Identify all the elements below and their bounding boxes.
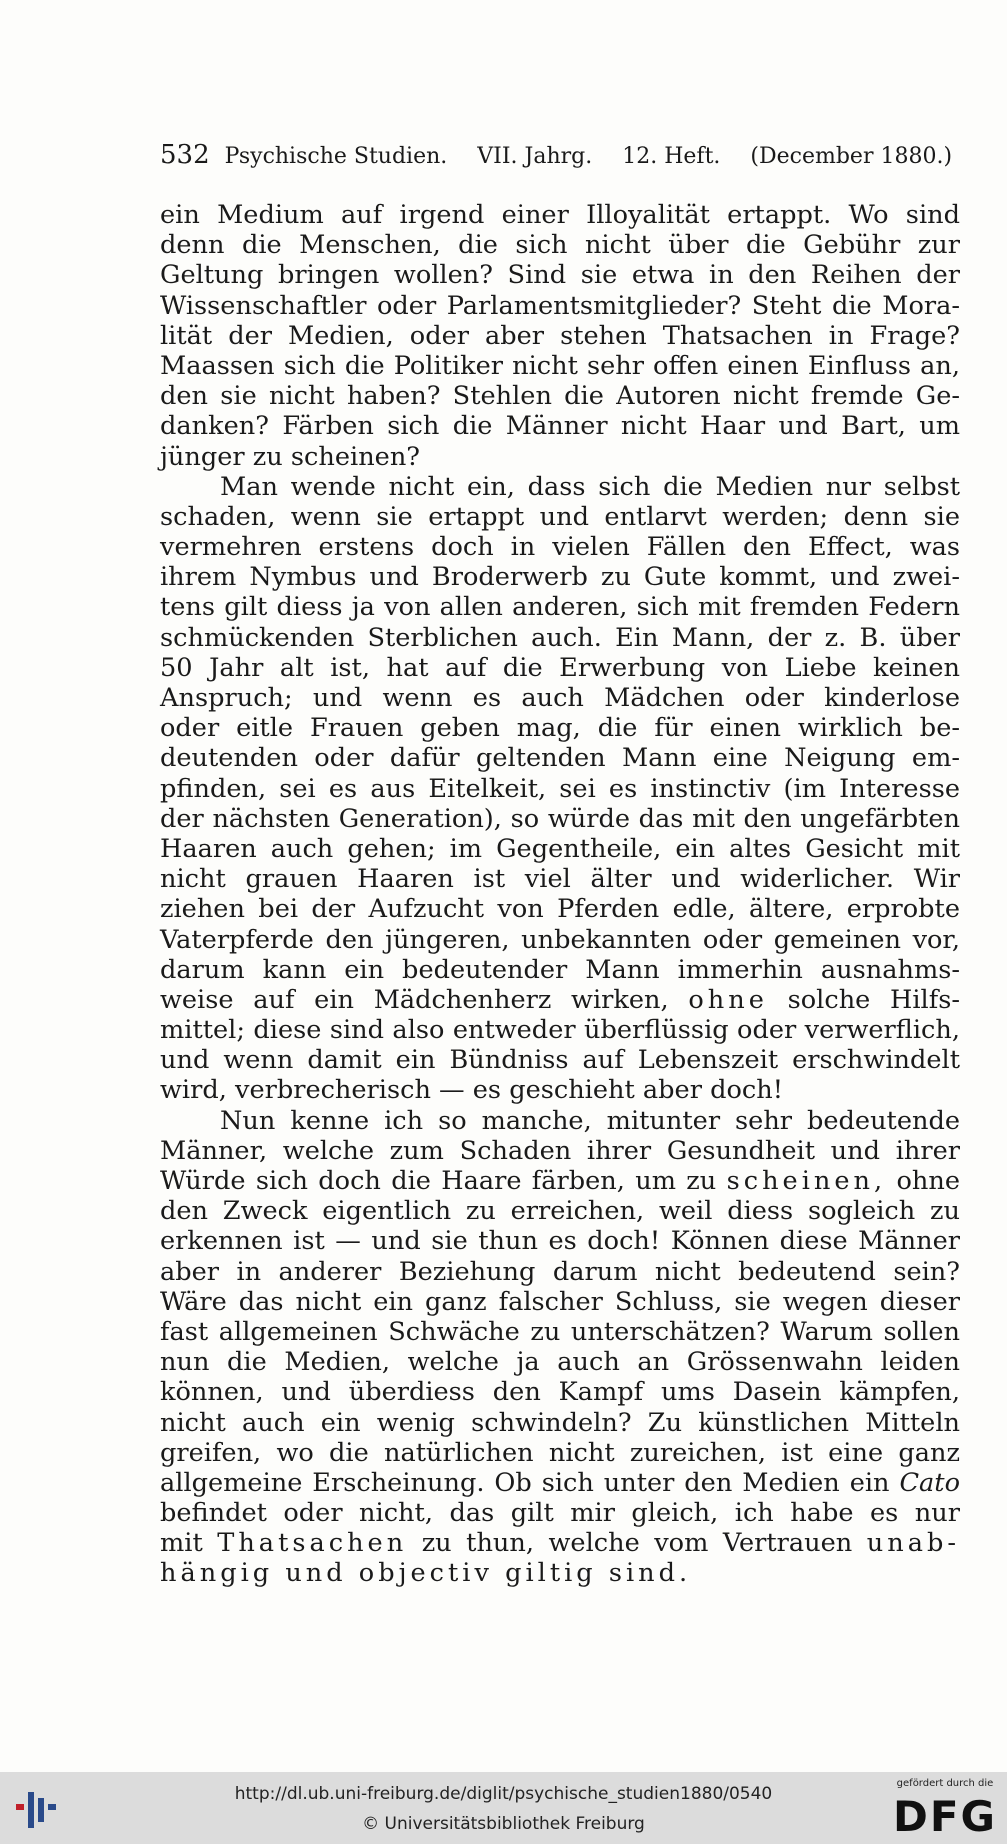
text-segment: ohne bbox=[896, 1166, 961, 1196]
text-line: lität der Medien, oder aber stehen Thatsachen in Frage? bbox=[160, 320, 960, 351]
text-segment: Würde sich doch die Haare färben, um zu bbox=[160, 1166, 717, 1196]
text-line: Wissenschaftler oder Parlamentsmitglieder? Steht die Mora- bbox=[160, 290, 960, 321]
volume: VII. Jahrg. bbox=[477, 144, 593, 169]
emphasized-word: unab- bbox=[866, 1528, 961, 1559]
dfg-tagline: gefördert durch die bbox=[896, 1778, 994, 1789]
text-line: tens gilt diess ja von allen anderen, sich mit fremden Federn bbox=[160, 592, 960, 623]
document-url[interactable]: http://dl.ub.uni-freiburg.de/diglit/psychische_studien1880/0540 bbox=[234, 1784, 773, 1804]
text-line: der nächsten Generation), so würde das mit den ungefärbten bbox=[160, 803, 960, 834]
text-line: schmückenden Sterblichen auch. Ein Mann, der z. B. über bbox=[160, 622, 960, 653]
text-line: darum kann ein bedeutender Mann immerhin ausnahms- bbox=[160, 954, 960, 985]
viewer-footer bbox=[0, 1772, 1007, 1844]
running-header bbox=[160, 140, 953, 170]
text-line bbox=[160, 1468, 960, 1498]
text-line: ziehen bei der Aufzucht von Pferden edle, ältere, erprobte bbox=[160, 894, 960, 925]
text-line bbox=[160, 1528, 960, 1558]
journal-title: Psychische Studien. bbox=[224, 144, 448, 169]
text-line: oder eitle Frauen geben mag, die für einen wirklich be- bbox=[160, 713, 960, 744]
text-line: greifen, wo die natürlichen nicht zureichen, ist eine ganz bbox=[160, 1437, 960, 1468]
text-line: schaden, wenn sie ertappt und entlarvt werden; denn sie bbox=[160, 501, 960, 532]
italic-word: Cato bbox=[899, 1467, 960, 1498]
text-line: pfinden, sei es aus Eitelkeit, sei es instinctiv (im Interesse bbox=[160, 773, 960, 804]
text-line: Vaterpferde den jüngeren, unbekannten oder gemeinen vor, bbox=[160, 924, 960, 955]
text-segment: zu thun, welche vom Vertrauen bbox=[421, 1528, 853, 1559]
issue: 12. Heft. bbox=[622, 144, 721, 169]
copyright-notice: © Universitätsbibliothek Freiburg bbox=[362, 1814, 645, 1834]
text-line: jünger zu scheinen? bbox=[160, 441, 421, 472]
text-line: den sie nicht haben? Stehlen die Autoren nicht fremde Ge- bbox=[160, 381, 960, 412]
text-line: denn die Menschen, die sich nicht über die Gebühr zur bbox=[160, 230, 960, 261]
dfg-logo bbox=[890, 1778, 1000, 1842]
text-line: Anspruch; und wenn es auch Mädchen oder kinderlose bbox=[160, 683, 960, 713]
text-segment: allgemeine Erscheinung. Ob sich unter den Medien ein bbox=[160, 1467, 890, 1498]
text-line: fast allgemeinen Schwäche zu unterschätzen? Warum sollen bbox=[160, 1316, 960, 1347]
text-line: aber in anderer Beziehung darum nicht bedeutend sein? bbox=[160, 1256, 960, 1287]
text-line: 50 Jahr alt ist, hat auf die Erwerbung von Liebe keinen bbox=[160, 652, 960, 683]
text-line: können, und überdiess den Kampf ums Dasein kämpfen, bbox=[160, 1377, 960, 1408]
text-line: Männer, welche zum Schaden ihrer Gesundheit und ihrer bbox=[160, 1135, 960, 1166]
text-line: nicht auch ein wenig schwindeln? Zu künstlichen Mitteln bbox=[160, 1407, 960, 1438]
text-line bbox=[160, 985, 960, 1015]
text-line: Haaren auch gehen; im Gegentheile, ein altes Gesicht mit bbox=[160, 833, 960, 864]
page-number: 532 bbox=[160, 140, 210, 170]
text-line: Man wende nicht ein, dass sich die Medien nur selbst bbox=[220, 471, 960, 502]
text-line: befindet oder nicht, das gilt mir gleich, ich habe es nur bbox=[160, 1498, 960, 1529]
text-line: Maassen sich die Politiker nicht sehr offen einen Einfluss an, bbox=[160, 350, 960, 381]
text-line: danken? Färben sich die Männer nicht Haar und Bart, um bbox=[160, 411, 960, 442]
text-segment: solche Hilfs- bbox=[787, 984, 960, 1015]
text-line: ihrem Nymbus und Broderwerb zu Gute kommt, und zwei- bbox=[160, 562, 960, 593]
text-segment: mit bbox=[160, 1528, 203, 1559]
text-line: mittel; diese sind also entweder überflüssig oder verwerflich, bbox=[160, 1015, 960, 1046]
issue-date: (December 1880.) bbox=[750, 144, 953, 169]
dfg-mark: DFG bbox=[892, 1792, 998, 1841]
emphasized-word: ohne bbox=[688, 984, 768, 1015]
text-line: und wenn damit ein Bündniss auf Lebenszeit erschwindelt bbox=[160, 1045, 960, 1076]
text-line: deutenden oder dafür geltenden Mann eine Neigung em- bbox=[160, 743, 960, 774]
text-line: vermehren erstens doch in vielen Fällen den Effect, was bbox=[160, 532, 960, 563]
emphasized-word: scheinen, bbox=[726, 1166, 887, 1196]
body-text bbox=[160, 200, 960, 1589]
text-line: nun die Medien, welche ja auch an Grössenwahn leiden bbox=[160, 1347, 960, 1378]
text-line: Wäre das nicht ein ganz falscher Schluss, sie wegen dieser bbox=[160, 1286, 960, 1317]
text-line: wird, verbrecherisch — es geschieht aber doch! bbox=[160, 1075, 783, 1106]
text-line: nicht grauen Haaren ist viel älter und widerlicher. Wir bbox=[160, 864, 960, 895]
text-line: ein Medium auf irgend einer Illoyalität ertappt. Wo sind bbox=[160, 200, 960, 230]
emphasized-word: Thatsachen bbox=[217, 1528, 408, 1559]
text-line: hängig und objectiv giltig sind. bbox=[160, 1558, 692, 1589]
text-line: erkennen ist — und sie thun es doch! Können diese Männer bbox=[160, 1226, 960, 1257]
text-segment: weise auf ein Mädchenherz wirken, bbox=[160, 984, 669, 1015]
text-line: Nun kenne ich so manche, mitunter sehr bedeutende bbox=[220, 1105, 960, 1136]
text-line: Geltung bringen wollen? Sind sie etwa in den Reihen der bbox=[160, 260, 960, 291]
text-line: den Zweck eigentlich zu erreichen, weil diess sogleich zu bbox=[160, 1196, 960, 1227]
text-line bbox=[160, 1166, 960, 1196]
